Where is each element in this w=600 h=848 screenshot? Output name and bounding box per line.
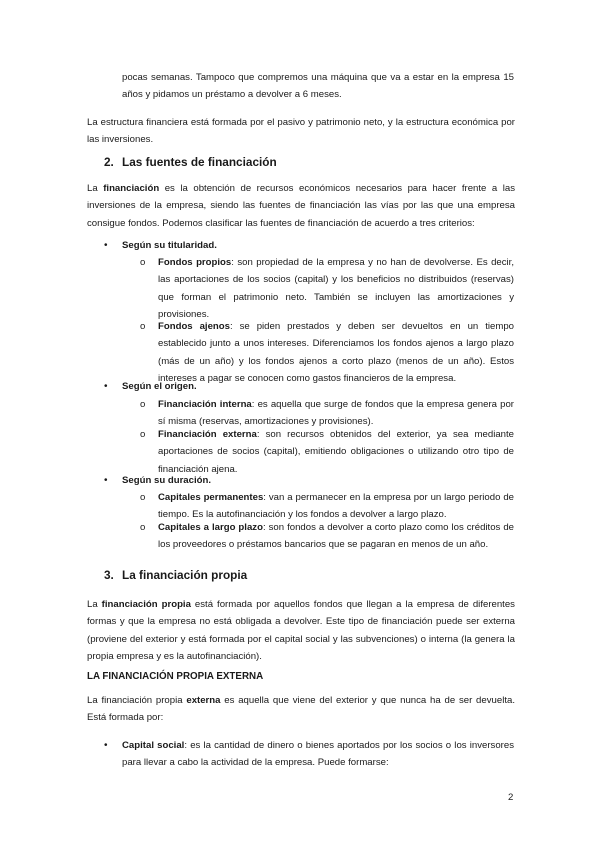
item-fondos-propios: Fondos propios: son propiedad de la empresa y no han de devolverse. Es decir, las aportaciones de los socios (capital) y los beneficios no distribuidos (reservas) que forman el patrimonio neto. También se incluyen las amortizaciones y provisiones. (158, 257, 514, 320)
estructura-paragraph: La estructura financiera está formada por el pasivo y patrimonio neto, y la estructura económica por las inversiones. (87, 117, 515, 146)
criterion-duracion-label: Según su duración. (122, 475, 212, 486)
section-2-intro: La financiación es la obtención de recursos económicos necesarios para hacer frente a las inversiones de la empresa, siendo las fuentes de financiación las vías por las que una empresa consigue fondos. Podemos clasificar las fuentes de financiación de acuerdo a tres criterios: (87, 183, 516, 229)
item-financiacion-externa: Financiación externa: son recursos obtenidos del exterior, ya sea mediante aportaciones de socios (capital), emitiendo obligaciones o utilizando otro tipo de financiación ajena. (158, 429, 514, 475)
bullet-3: • (104, 475, 108, 486)
criterion-titularidad-label: Según su titularidad. (122, 240, 217, 251)
externa-intro: La financiación propia externa es aquella que viene del exterior y que nunca ha de ser devuelta. Está formada por: (87, 695, 515, 724)
criterion-origen-label: Según el origen. (122, 381, 197, 392)
item-capitales-permanentes: Capitales permanentes: van a permanecer en la empresa por un largo periodo de tiempo. Es la autofinanciación y los fondos a devolver a largo plazo. (158, 492, 514, 521)
section-2-heading (104, 154, 277, 170)
externa-heading: LA FINANCIACIÓN PROPIA EXTERNA (87, 671, 264, 682)
item-fondos-ajenos: Fondos ajenos: se piden prestados y deben ser devueltos en un tiempo establecido junto a unos intereses. Diferenciamos los fondos ajenos a largo plazo (más de un año) y los fondos ajenos a corto plazo (menos de un año). Estos intereses a pagar se conocen como gastos financieros de la empresa. (158, 321, 514, 384)
page-number: 2 (508, 792, 514, 803)
item-financiacion-interna: Financiación interna: es aquella que surge de fondos que la empresa genera por sí misma (reservas, amortizaciones y provisiones). (158, 399, 514, 428)
item-capital-social: Capital social: es la cantidad de dinero o bienes aportados por los socios o los inversores para llevar a cabo la actividad de la empresa. Puede formarse: (122, 740, 514, 769)
term-financiacion: financiación (103, 183, 160, 194)
section-2-number: 2. (104, 155, 114, 169)
sub-bullet-5: o (140, 492, 146, 503)
continuation-paragraph: pocas semanas. Tampoco que compremos una máquina que va a estar en la empresa 15 años y pidamos un préstamo a devolver a 6 meses. (122, 72, 514, 101)
sub-bullet-2: o (140, 321, 146, 332)
bullet-2: • (104, 381, 108, 392)
term-financiacion-propia: financiación propia (101, 599, 191, 610)
section-2-title: Las fuentes de financiación (122, 155, 277, 169)
bullet-4: • (104, 740, 108, 751)
sub-bullet-6: o (140, 522, 146, 533)
section-3-title: La financiación propia (122, 568, 248, 582)
item-capitales-largo-plazo: Capitales a largo plazo: son fondos a devolver a corto plazo como los créditos de los proveedores o préstamos bancarios que se pagaran en menos de un año. (158, 522, 514, 551)
sub-bullet-3: o (140, 399, 146, 410)
section-3-number: 3. (104, 568, 114, 582)
sub-bullet-4: o (140, 429, 146, 440)
term-externa: externa (186, 695, 221, 706)
sub-bullet-1: o (140, 257, 146, 268)
bullet-1: • (104, 240, 108, 251)
section-3-intro: La financiación propia está formada por aquellos fondos que llegan a la empresa de diferentes formas y que la empresa no está obligada a devolver. Este tipo de financiación puede ser externa (proviene del exterior y está formada por el capital social y las subvenciones) o interna (la genera la propia empresa y es la autofinanciación). (87, 599, 515, 662)
section-3-heading (104, 567, 247, 583)
